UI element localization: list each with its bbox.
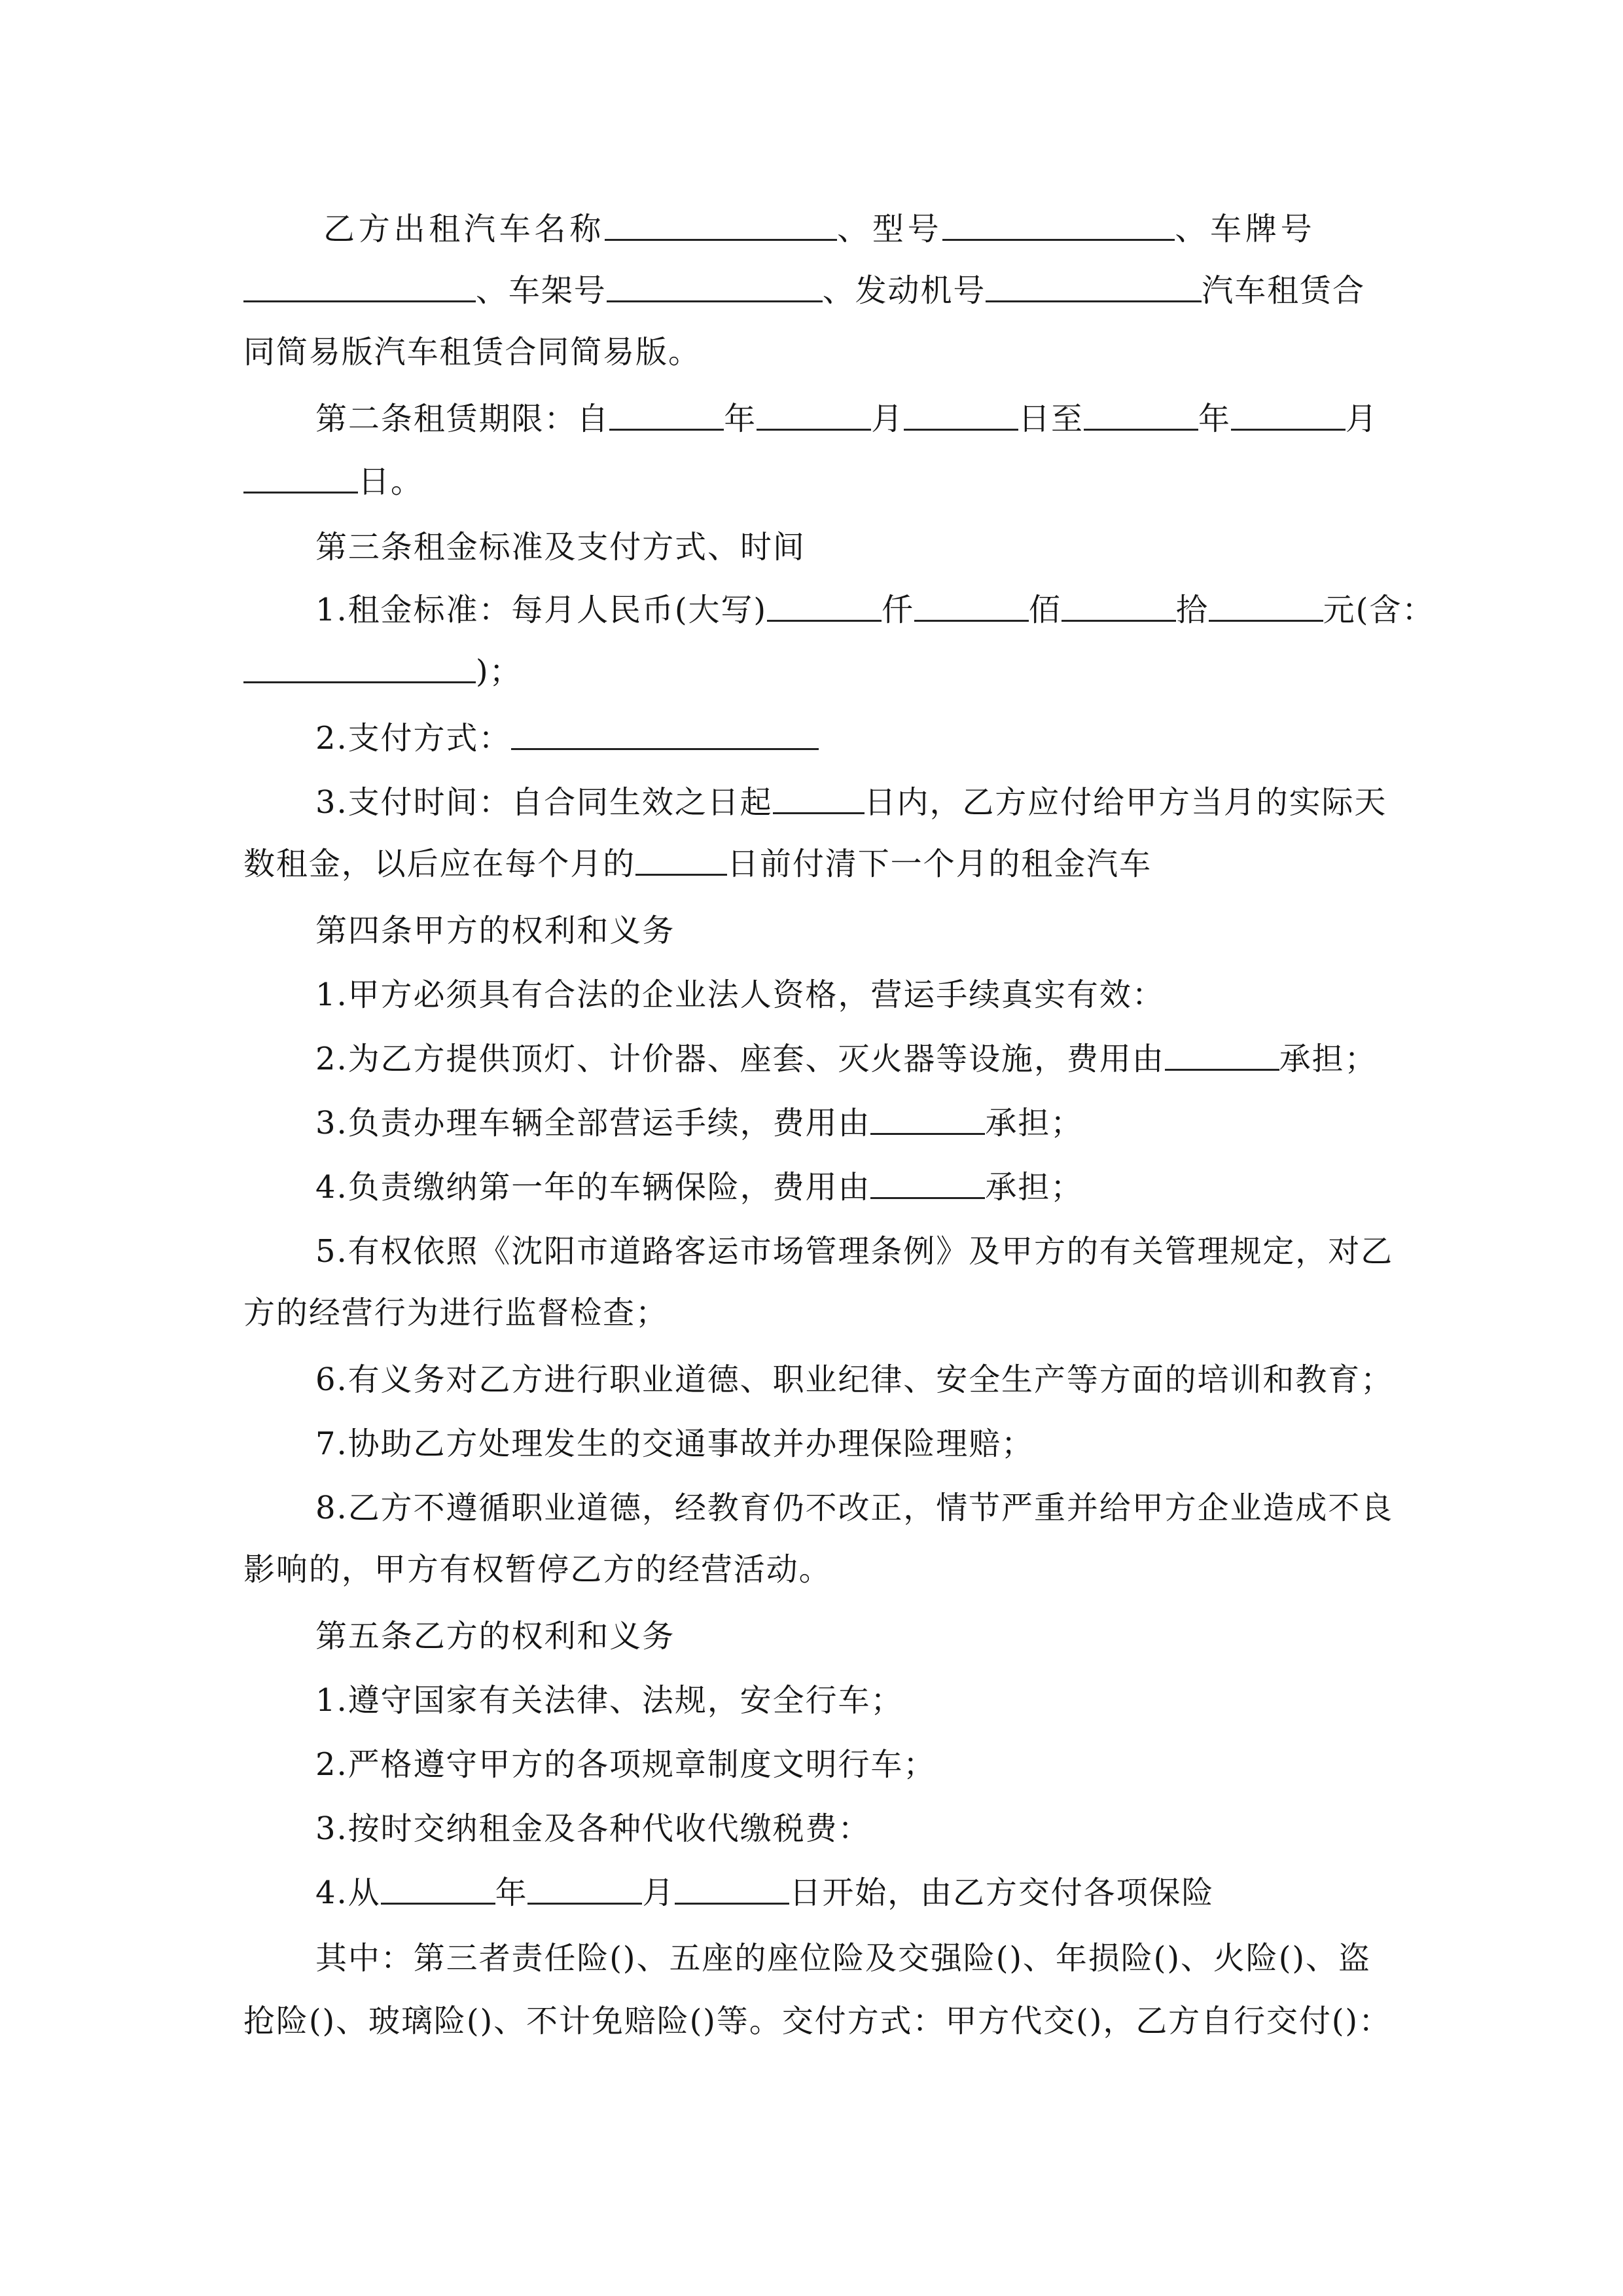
article-5-item-2 (315, 1745, 936, 1784)
text: 佰 (1028, 592, 1061, 628)
text: 汽车租赁合 (1202, 272, 1365, 309)
text: 1.租金标准：每月人民币(大写) (315, 592, 767, 628)
line-frame-engine (243, 271, 1365, 310)
text: 1.甲方必须具有合法的企业法人资格，营运手续真实有效： (315, 977, 1165, 1013)
article-4-heading (315, 911, 675, 950)
insurance-month-blank[interactable] (527, 1874, 642, 1905)
text: 、车架号 (476, 272, 607, 309)
insurance-list-cont (243, 2001, 1391, 2041)
model-blank[interactable] (942, 210, 1175, 241)
text: 抢险()、玻璃险()、不计免赔险()等。交付方式：甲方代交()，乙方自行交付()： (243, 2003, 1391, 2039)
line-payment-time-cont (243, 844, 1152, 884)
thousand-blank[interactable] (767, 591, 882, 622)
text: 第五条乙方的权利和义务 (315, 1618, 675, 1655)
start-year-blank[interactable] (609, 400, 724, 431)
text: 承担； (985, 1105, 1084, 1141)
text: 4.从 (315, 1874, 381, 1911)
text: 元(含： (1323, 592, 1435, 628)
article-4-item-3 (315, 1103, 1083, 1143)
text: 日至 (1018, 401, 1084, 437)
frame-blank[interactable] (607, 272, 823, 302)
text: 年 (1198, 401, 1231, 437)
end-year-blank[interactable] (1084, 400, 1198, 431)
text: 3.按时交纳租金及各种代收代缴税费： (315, 1810, 871, 1847)
car-name-blank[interactable] (605, 210, 837, 241)
article-5-item-1 (315, 1681, 903, 1720)
yuan-blank[interactable] (1209, 591, 1323, 622)
text: 数租金，以后应在每个月的 (243, 846, 636, 882)
text: 日内，乙方应付给甲方当月的实际天 (864, 784, 1387, 821)
text: 第三条租金标准及支付方式、时间 (315, 529, 806, 565)
hundred-blank[interactable] (914, 591, 1029, 622)
payment-method-blank[interactable] (511, 719, 819, 750)
text: 8.乙方不遵循职业道德，经教育仍不改正，情节严重并给甲方企业造成不良 (315, 1490, 1394, 1526)
text: 6.有义务对乙方进行职业道德、职业纪律、安全生产等方面的培训和教育； (315, 1361, 1394, 1398)
article-4-item-1 (315, 975, 1165, 1014)
text: 1.遵守国家有关法律、法规，安全行车； (315, 1682, 904, 1719)
text: 、车牌号 (1175, 211, 1316, 247)
article-3-heading (315, 528, 806, 567)
text: 2.为乙方提供顶灯、计价器、座套、灭火器等设施，费用由 (315, 1041, 1165, 1077)
text: 日。 (358, 463, 423, 500)
text: 仟 (881, 592, 914, 628)
end-day-blank[interactable] (243, 463, 358, 493)
article-4-item-6 (315, 1360, 1393, 1399)
text: 5.有权依照《沈阳市道路客运市场管理条例》及甲方的有关管理规定，对乙 (315, 1233, 1394, 1270)
insurance-list (315, 1939, 1371, 1978)
article-5-heading (315, 1617, 675, 1656)
insurance-day-blank[interactable] (675, 1874, 789, 1905)
text: 年 (724, 401, 757, 437)
line-rent-standard (315, 590, 1435, 630)
article-4-item-8 (315, 1488, 1393, 1528)
line-lease-period (315, 399, 1378, 439)
text: 承担； (985, 1169, 1084, 1206)
text: 年 (495, 1874, 528, 1911)
article-4-item-4 (315, 1168, 1083, 1207)
line-rent-include (243, 652, 522, 691)
monthly-day-blank[interactable] (635, 845, 727, 876)
days-blank[interactable] (773, 783, 865, 814)
article-4-item-8-cont (243, 1550, 832, 1589)
text: 7.协助乙方处理发生的交通事故并办理保险理赔； (315, 1426, 1034, 1462)
text: 方的经营行为进行监督检查； (243, 1295, 668, 1331)
engine-blank[interactable] (986, 272, 1202, 302)
insurance-year-blank[interactable] (381, 1874, 495, 1905)
text: 第四条甲方的权利和义务 (315, 912, 675, 949)
text: 3.支付时间：自合同生效之日起 (315, 784, 773, 821)
text: 乙方出租汽车名称 (323, 211, 605, 247)
text: 月 (642, 1874, 675, 1911)
start-day-blank[interactable] (904, 400, 1018, 431)
text: 月 (1345, 401, 1378, 437)
line-payment-time (315, 783, 1387, 822)
plate-blank[interactable] (243, 272, 476, 302)
text: 2.严格遵守甲方的各项规章制度文明行车； (315, 1746, 936, 1783)
line-payment-method (315, 719, 819, 758)
article-5-item-4 (315, 1873, 1214, 1912)
end-month-blank[interactable] (1231, 400, 1346, 431)
line-title-end (243, 332, 701, 372)
article-4-item-2 (315, 1039, 1377, 1079)
article-4-item-5-cont (243, 1293, 668, 1333)
line-end-day (243, 462, 423, 501)
text: 第二条租赁期限：自 (315, 401, 610, 437)
procedure-cost-blank[interactable] (870, 1104, 985, 1135)
text: 3.负责办理车辆全部营运手续，费用由 (315, 1105, 871, 1141)
text: 、型号 (837, 211, 943, 247)
insurance-cost-blank[interactable] (870, 1168, 985, 1199)
text: 其中：第三者责任险()、五座的座位险及交强险()、年损险()、火险()、盗 (315, 1940, 1371, 1977)
text: 日前付清下一个月的租金汽车 (727, 846, 1152, 882)
text: 2.支付方式： (315, 720, 512, 757)
text: 影响的，甲方有权暂停乙方的经营活动。 (243, 1551, 832, 1588)
article-4-item-7 (315, 1424, 1034, 1463)
line-car-name (323, 209, 1315, 249)
start-month-blank[interactable] (757, 400, 871, 431)
text: 4.负责缴纳第一年的车辆保险，费用由 (315, 1169, 871, 1206)
include-blank[interactable] (243, 653, 476, 683)
text: 同简易版汽车租赁合同简易版。 (243, 334, 701, 370)
text: 承担； (1279, 1041, 1378, 1077)
text: 拾 (1175, 592, 1209, 628)
text: )； (476, 653, 522, 690)
facility-cost-blank[interactable] (1165, 1040, 1279, 1071)
text: 月 (871, 401, 904, 437)
article-4-item-5 (315, 1232, 1393, 1271)
article-5-item-3 (315, 1809, 870, 1848)
ten-blank[interactable] (1061, 591, 1176, 622)
text: 、发动机号 (822, 272, 986, 309)
text: 日开始，由乙方交付各项保险 (789, 1874, 1215, 1911)
